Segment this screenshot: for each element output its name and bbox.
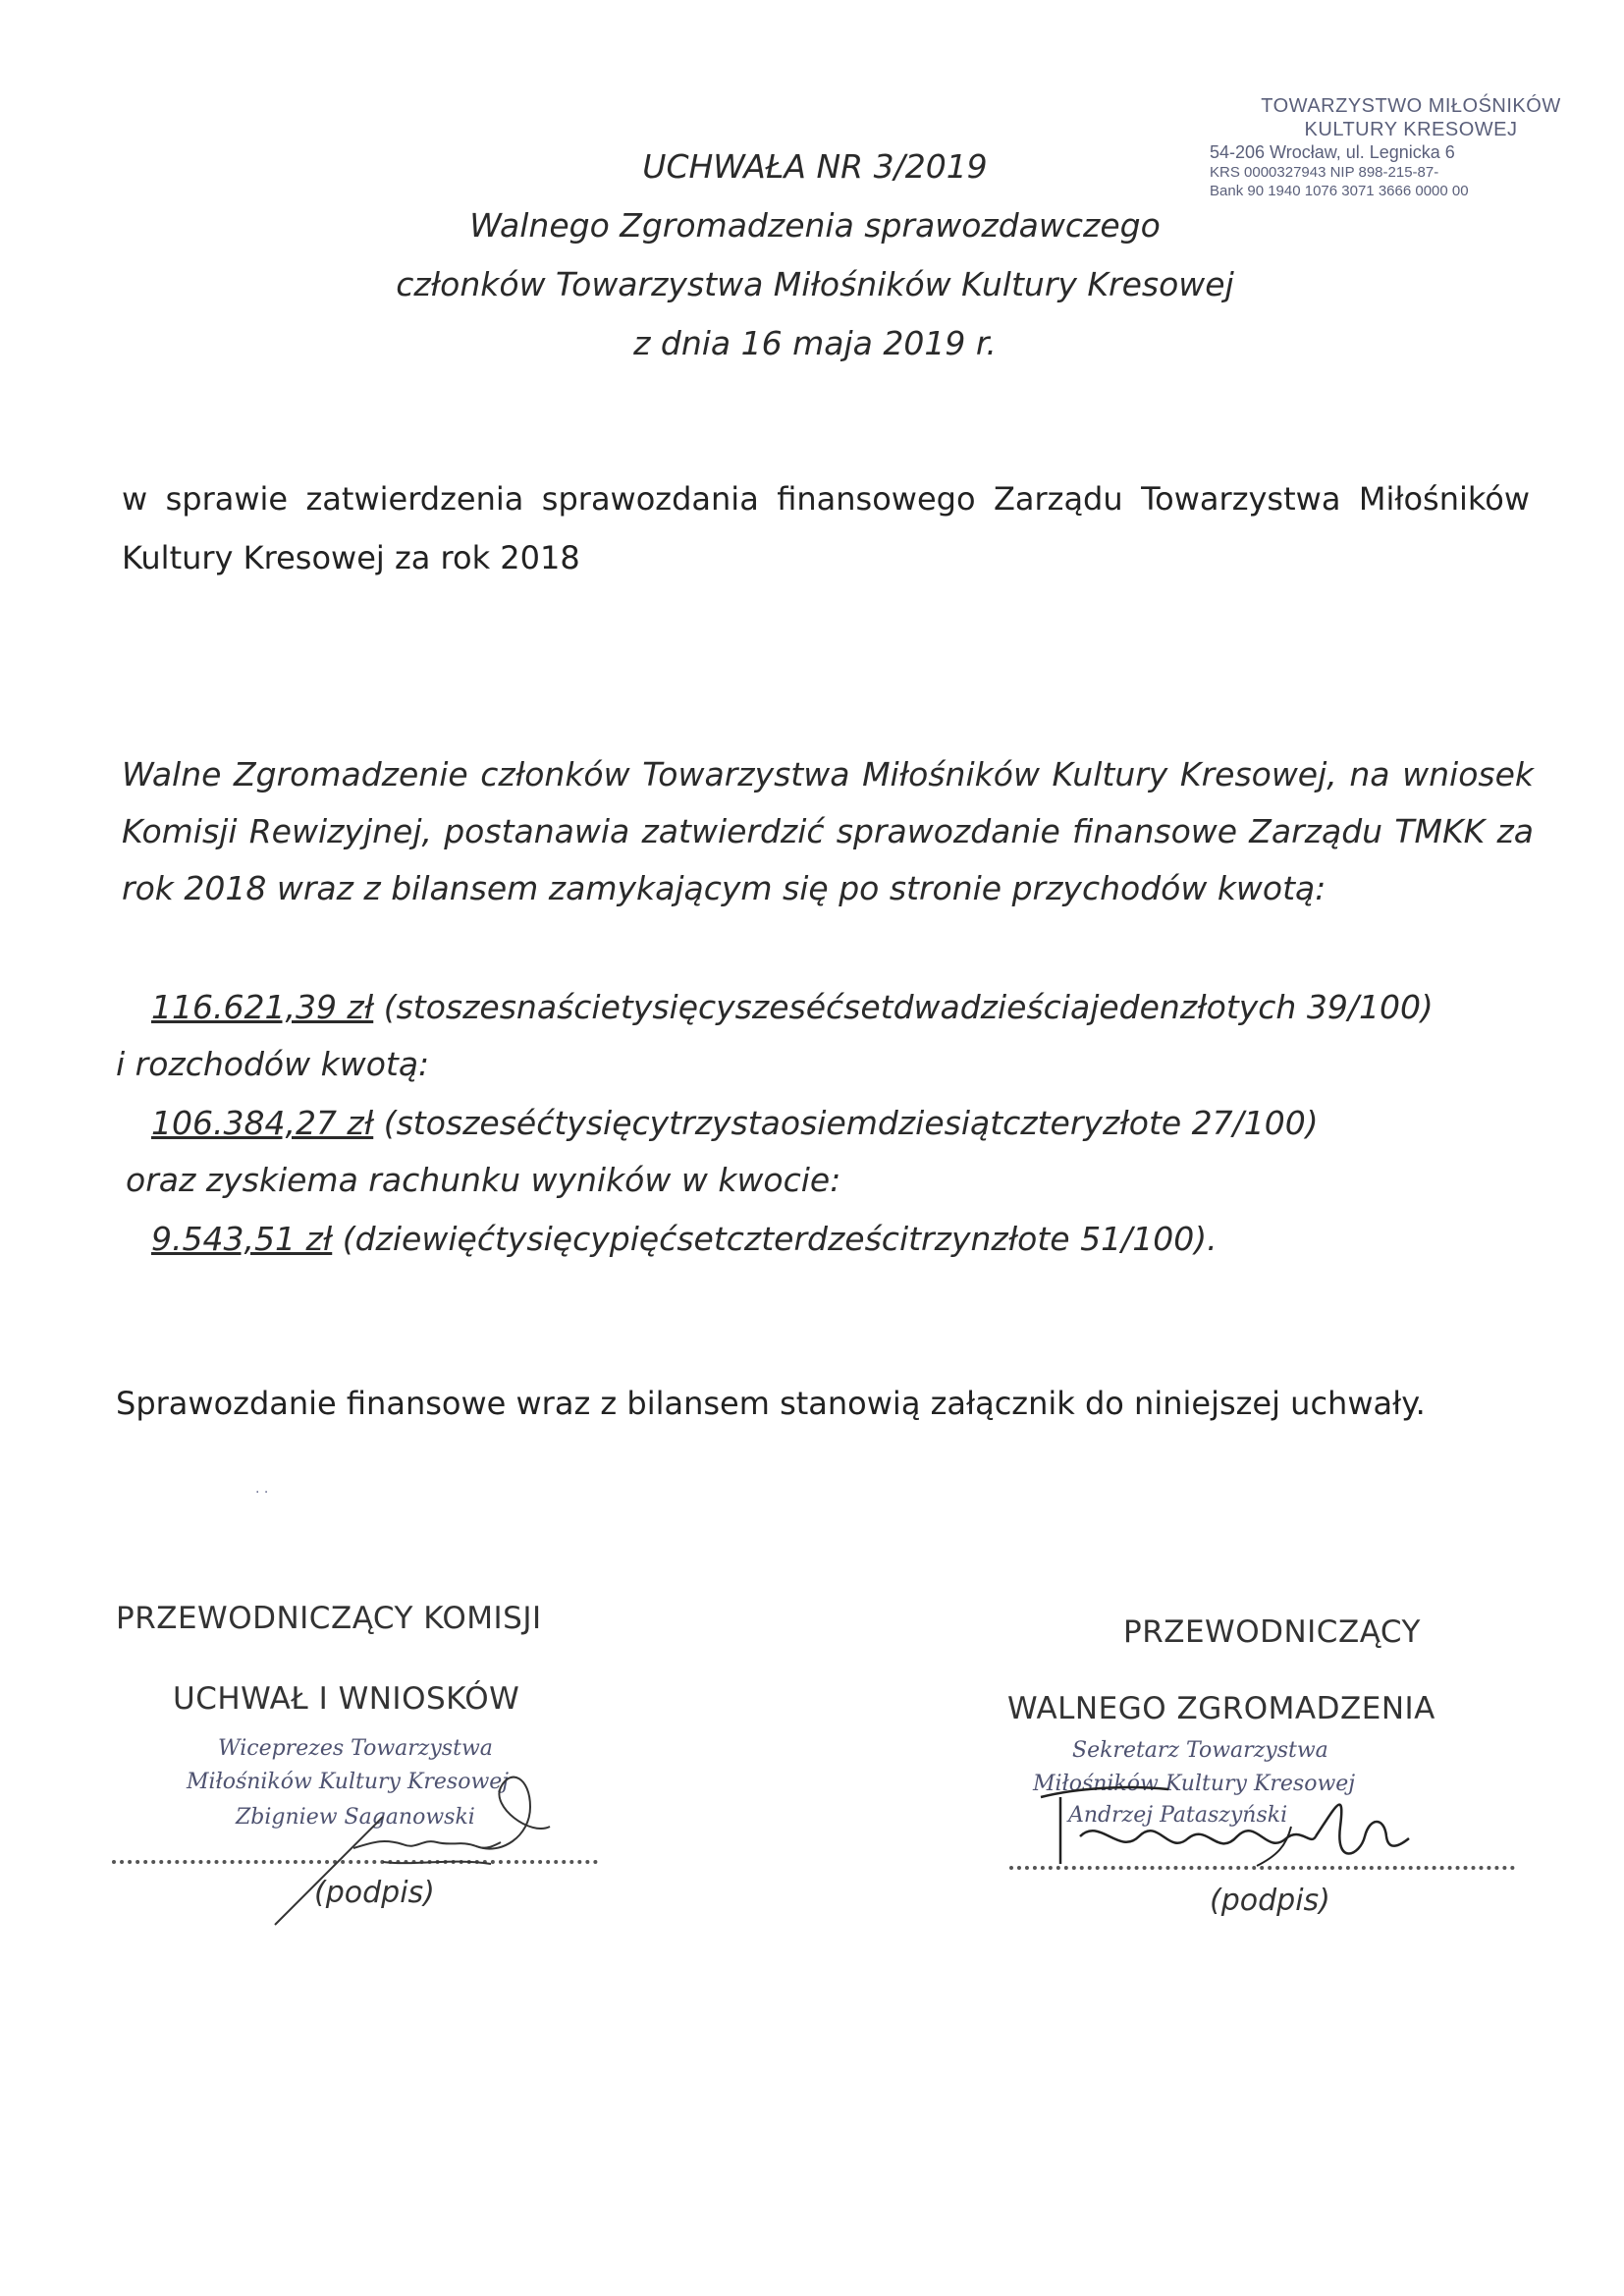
left-stamp-line1: Wiceprezes Towarzystwa	[218, 1736, 493, 1761]
stamp-krs-nip: KRS 0000327943 NIP 898-215-87-	[1210, 164, 1439, 181]
income-amount: 116.621,39 zł	[151, 988, 374, 1026]
expenses-words: (stoszeséćtysięcytrzystaosiemdziesiątczteryzłote 27/100)	[373, 1104, 1319, 1142]
resolution-paragraph: Walne Zgromadzenie członków Towarzystwa Miłośników Kultury Kresowej, na wniosek Komisji Rewizyjnej, postanawia zatwierdzić sprawozdanie finansowe Zarządu TMKK za rok 2018 wraz z bilansem zamykającym się po stronie przychodów kwotą:	[122, 755, 1534, 907]
left-stamp-line2: Miłośników Kultury Kresowej	[187, 1770, 510, 1794]
left-role-line2: UCHWAŁ I WNIOSKÓW	[173, 1681, 520, 1717]
profit-amount: 9.543,51 zł	[151, 1220, 333, 1258]
left-handwritten-signature	[236, 1748, 569, 1944]
left-stamp-line3: Zbigniew Saganowski	[236, 1805, 475, 1830]
right-stamp-line1: Sekretarz Towarzystwa	[1072, 1738, 1328, 1763]
resolution-body: Walnego Zgromadzenia sprawozdawczego	[469, 206, 1161, 245]
profit-row	[151, 1220, 1218, 1258]
resolution-subject: w sprawie zatwierdzenia sprawozdania finansowego Zarządu Towarzystwa Miłośników Kultury Kresowej za rok 2018	[122, 480, 1530, 576]
scan-speck: · ·	[255, 1485, 269, 1501]
resolution-header	[295, 137, 1335, 373]
left-role-line1: PRZEWODNICZĄCY KOMISJI	[116, 1601, 542, 1636]
right-podpis-label: (podpis)	[1210, 1884, 1330, 1918]
stamp-name-line1: TOWARZYSTWO MIŁOŚNIKÓW	[1261, 95, 1561, 117]
expenses-row	[151, 1104, 1319, 1142]
income-words: (stoszesnaścietysięcyszeséćsetdwadzieściajedenzłotych 39/100)	[373, 988, 1434, 1026]
income-row	[151, 988, 1434, 1026]
stamp-name-line2: KULTURY KRESOWEJ	[1304, 119, 1518, 140]
stamp-address: 54-206 Wrocław, ul. Legnicka 6	[1210, 142, 1455, 162]
closing-statement: Sprawozdanie finansowe wraz z bilansem stanowią załącznik do niniejszej uchwały.	[116, 1385, 1426, 1422]
right-stamp-line3: Andrzej Pataszyński	[1068, 1803, 1288, 1828]
left-podpis-label: (podpis)	[314, 1876, 435, 1910]
right-stamp-line2: Miłośników Kultury Kresowej	[1033, 1772, 1356, 1796]
right-role-line2: WALNEGO ZGROMADZENIA	[1007, 1691, 1435, 1726]
resolution-members: członków Towarzystwa Miłośników Kultury Kresowej	[396, 265, 1234, 303]
right-handwritten-signature	[1021, 1768, 1434, 1886]
profit-label: oraz zyskiema rachunku wyników w kwocie:	[126, 1161, 841, 1199]
profit-words: (dziewięćtysięcypięćsetczterdześcitrzynzłote 51/100).	[332, 1220, 1218, 1258]
resolution-number: UCHWAŁA NR 3/2019	[642, 147, 988, 186]
expenses-amount: 106.384,27 zł	[151, 1104, 374, 1142]
right-role-line1: PRZEWODNICZĄCY	[1123, 1614, 1421, 1650]
resolution-date: z dnia 16 maja 2019 r.	[633, 324, 997, 362]
expenses-label: i rozchodów kwotą:	[116, 1045, 430, 1083]
stamp-bank: Bank 90 1940 1076 3071 3666 0000 00	[1210, 183, 1469, 199]
